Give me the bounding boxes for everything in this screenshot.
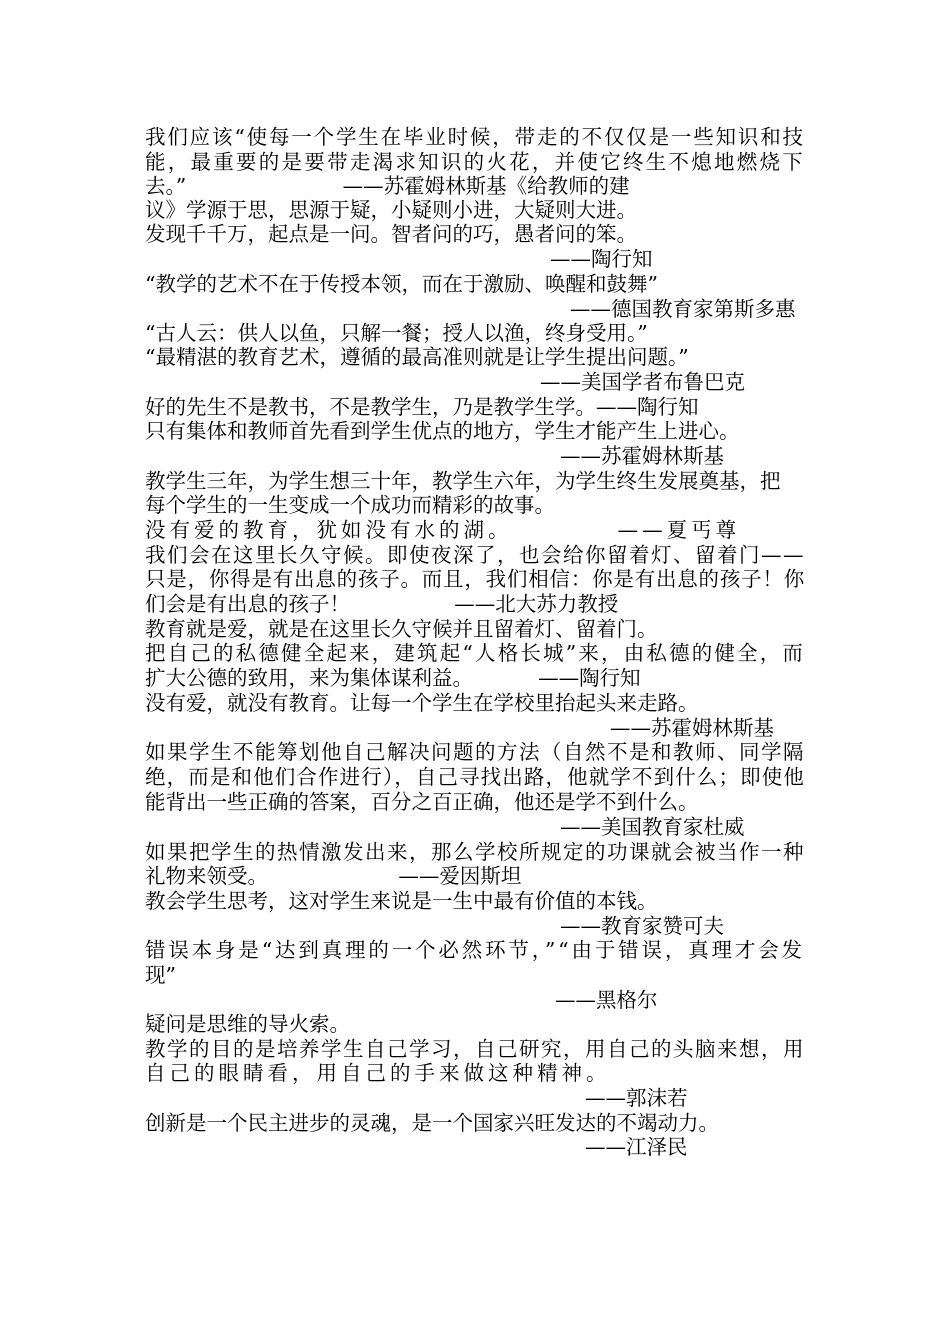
text-line-content: 能背出一些正确的答案，百分之百正确，他还是学不到什么。 <box>145 790 699 814</box>
text-line <box>145 469 810 493</box>
text-line-content: 扩大公德的致用，来为集体谋利益。 ——陶行知 <box>145 666 641 690</box>
text-line <box>560 815 950 839</box>
text-line-content: 现” <box>145 963 176 987</box>
text-line-content: ——苏霍姆林斯基 <box>610 716 774 740</box>
text-line-content: ——美国教育家杜威 <box>560 815 745 839</box>
text-line-content: 如果把学生的热情激发出来，那么学校所规定的功课就会被当作一种 <box>145 840 805 864</box>
text-line <box>610 716 950 740</box>
text-line <box>555 988 950 1012</box>
text-line-content: 错误本身是“达到真理的一个必然环节，”“由于错误，真理才会发 <box>145 938 805 962</box>
text-line <box>560 914 950 938</box>
text-line <box>145 938 810 962</box>
text-line-content: ——黑格尔 <box>555 988 658 1012</box>
text-line-content: 们会是有出息的孩子！ ——北大苏力教授 <box>145 592 619 616</box>
text-line <box>145 864 810 888</box>
text-line-content: 如果学生不能筹划他自己解决问题的方法（自然不是和教师、同学隔 <box>145 740 805 764</box>
text-line-content: “教学的艺术不在于传授本领，而在于激励、唤醒和鼓舞” <box>145 272 658 296</box>
text-line-content: 我们会在这里长久守候。即使夜深了，也会给你留着灯、留着门—— <box>145 543 805 567</box>
text-line <box>145 963 810 987</box>
text-line-content: 去。” ——苏霍姆林斯基《给教师的建 <box>145 174 630 198</box>
text-line <box>585 1086 950 1110</box>
text-line-content: “古人云：供人以鱼，只解一餐；授人以渔，终身受用。” <box>145 321 648 345</box>
text-line <box>145 174 810 198</box>
text-line <box>145 493 810 517</box>
text-line-content: 疑问是思维的导火索。 <box>145 1012 350 1036</box>
text-line <box>145 691 810 715</box>
text-line <box>145 395 810 419</box>
text-line <box>145 790 810 814</box>
text-line <box>145 1061 810 1085</box>
text-line-content: 创新是一个民主进步的灵魂，是一个国家兴旺发达的不竭动力。 <box>145 1111 719 1135</box>
text-line-content: 把自己的私德健全起来，建筑起“人格长城”来，由私德的健全，而 <box>145 641 806 665</box>
text-line-content: 我们应该“使每一个学生在毕业时候，带走的不仅仅是一些知识和技 <box>145 125 805 149</box>
text-line-content: 发现千千万，起点是一问。智者问的巧，愚者问的笨。 <box>145 222 637 246</box>
text-line-content: 自己的眼睛看，用自己的手来做这种精神。 <box>145 1061 611 1085</box>
text-line-content: 教育就是爱，就是在这里长久守候并且留着灯、留着门。 <box>145 617 658 641</box>
text-line <box>145 198 810 222</box>
text-line <box>585 1135 950 1159</box>
text-line <box>145 150 810 174</box>
text-line <box>145 765 810 789</box>
text-line-content: ——陶行知 <box>550 247 653 271</box>
text-line-content: “最精湛的教育艺术，遵循的最高准则就是让学生提出问题。” <box>145 345 689 369</box>
text-line-content: 好的先生不是教书，不是教学生，乃是教学生学。——陶行知 <box>145 395 699 419</box>
text-line-content: 没有爱的教育，犹如没有水的湖。 ——夏丐尊 <box>145 518 741 542</box>
text-line-content: 教学生三年，为学生想三十年，教学生六年，为学生终生发展奠基，把 <box>145 469 781 493</box>
text-line-content: 绝，而是和他们合作进行），自己寻找出路，他就学不到什么；即使他 <box>145 765 805 789</box>
text-line-content: 能，最重要的是要带走渴求知识的火花，并使它终生不熄地燃烧下 <box>145 150 806 174</box>
text-line-content: 教会学生思考，这对学生来说是一生中最有价值的本钱。 <box>145 889 658 913</box>
text-line <box>570 297 950 321</box>
text-line-content: 只有集体和教师首先看到学生优点的地方，学生才能产生上进心。 <box>145 419 740 443</box>
text-line <box>550 247 950 271</box>
text-line <box>145 1037 810 1061</box>
text-line <box>145 321 810 345</box>
text-line-content: 每个学生的一生变成一个成功而精彩的故事。 <box>145 493 555 517</box>
text-line-content: ——江泽民 <box>585 1135 688 1159</box>
text-line <box>145 518 810 542</box>
text-line <box>145 567 810 591</box>
text-line-content: ——教育家赞可夫 <box>560 914 724 938</box>
text-line <box>145 617 810 641</box>
text-line <box>145 641 810 665</box>
text-line <box>145 419 810 443</box>
text-line <box>145 592 810 616</box>
text-line <box>145 1012 810 1036</box>
text-line <box>145 345 810 369</box>
text-line-content: ——郭沫若 <box>585 1086 688 1110</box>
text-line-content: 礼物来领受。 ——爱因斯坦 <box>145 864 522 888</box>
text-line <box>145 272 810 296</box>
text-line-content: 教学的目的是培养学生自己学习，自己研究，用自己的头脑来想，用 <box>145 1037 805 1061</box>
text-line <box>540 370 950 394</box>
text-line <box>145 889 810 913</box>
text-line-content: ——美国学者布鲁巴克 <box>540 370 745 394</box>
text-line <box>145 125 810 149</box>
text-line-content: ——苏霍姆林斯基 <box>560 444 724 468</box>
text-line <box>145 222 810 246</box>
text-line-content: 议》学源于思，思源于疑，小疑则小进，大疑则大进。 <box>145 198 637 222</box>
text-line <box>560 444 950 468</box>
text-line-content: 只是，你得是有出息的孩子。而且，我们相信：你是有出息的孩子！你 <box>145 567 805 591</box>
text-line <box>145 543 810 567</box>
text-line-content: ——德国教育家第斯多惠 <box>570 297 796 321</box>
text-line-content: 没有爱，就没有教育。让每一个学生在学校里抬起头来走路。 <box>145 691 699 715</box>
text-line <box>145 666 810 690</box>
text-line <box>145 1111 810 1135</box>
text-line <box>145 740 810 764</box>
text-line <box>145 840 810 864</box>
